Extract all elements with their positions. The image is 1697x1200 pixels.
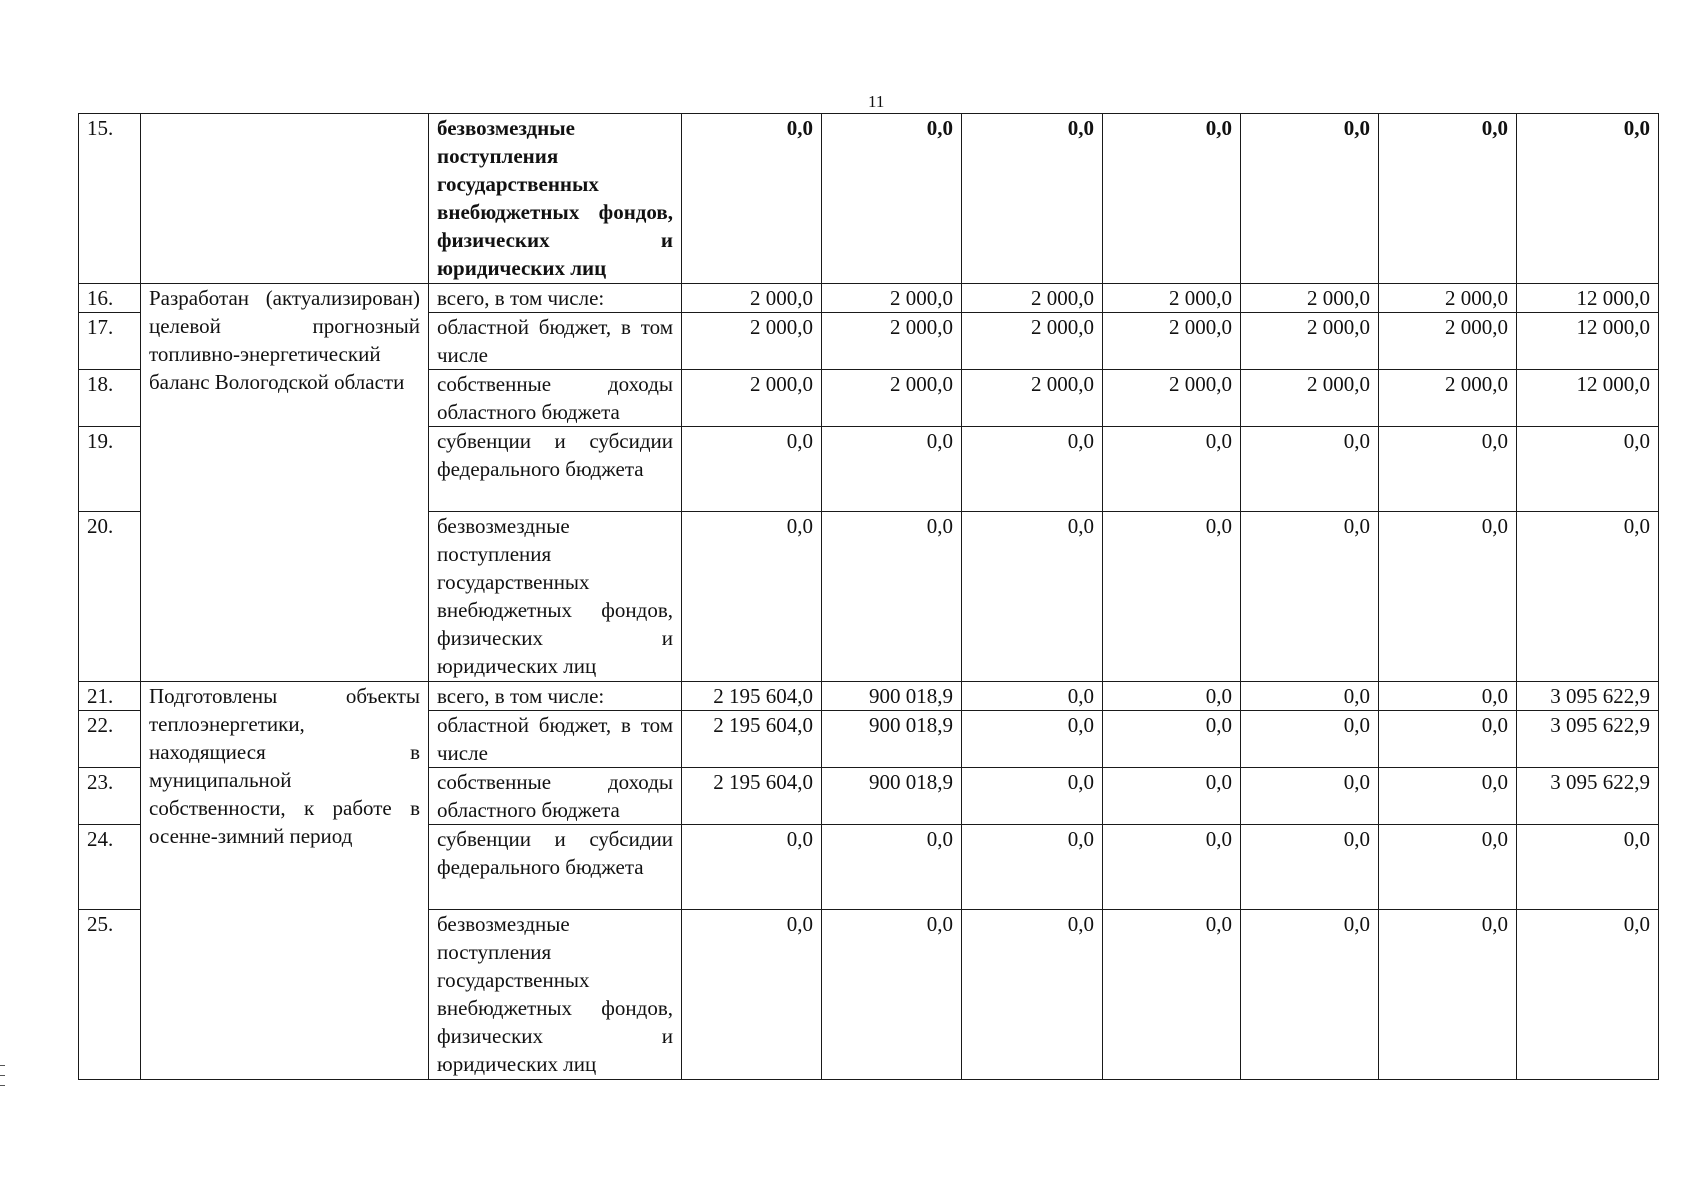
scan-mark: [0, 1065, 5, 1066]
value-col-6: 0,0: [1379, 512, 1517, 682]
value-col-4: 0,0: [1103, 427, 1241, 512]
value-total: 0,0: [1517, 427, 1659, 512]
value-col-3: 0,0: [962, 825, 1103, 910]
value-total: 0,0: [1517, 512, 1659, 682]
value-col-2: 900 018,9: [822, 768, 962, 825]
value-col-3: 0,0: [962, 910, 1103, 1080]
value-col-2: 0,0: [822, 512, 962, 682]
funding-source: безвозмездные поступления государственных внебюджетных фондов, физических и юридических лиц: [429, 512, 682, 682]
value-total: 12 000,0: [1517, 370, 1659, 427]
row-number: 18.: [79, 370, 141, 427]
table-row: [79, 682, 1659, 711]
row-number: 17.: [79, 313, 141, 370]
value-col-2: 0,0: [822, 825, 962, 910]
value-col-2: 900 018,9: [822, 711, 962, 768]
value-col-1: 0,0: [682, 910, 822, 1080]
value-col-1: 0,0: [682, 114, 822, 284]
value-total: 12 000,0: [1517, 313, 1659, 370]
value-col-2: 2 000,0: [822, 370, 962, 427]
value-col-6: 0,0: [1379, 825, 1517, 910]
value-total: 3 095 622,9: [1517, 768, 1659, 825]
row-number: 16.: [79, 284, 141, 313]
row-number: 25.: [79, 910, 141, 1080]
value-col-5: 0,0: [1241, 682, 1379, 711]
value-total: 12 000,0: [1517, 284, 1659, 313]
value-col-4: 0,0: [1103, 825, 1241, 910]
value-col-5: 0,0: [1241, 910, 1379, 1080]
value-col-3: 0,0: [962, 768, 1103, 825]
table-row: [79, 284, 1659, 313]
value-col-3: 0,0: [962, 427, 1103, 512]
value-col-5: 2 000,0: [1241, 370, 1379, 427]
value-col-6: 0,0: [1379, 768, 1517, 825]
row-number: 23.: [79, 768, 141, 825]
value-col-3: 2 000,0: [962, 284, 1103, 313]
funding-source: субвенции и субсидии федерального бюджета: [429, 427, 682, 512]
value-total: 0,0: [1517, 910, 1659, 1080]
funding-source: всего, в том числе:: [429, 682, 682, 711]
value-col-5: 2 000,0: [1241, 313, 1379, 370]
funding-source: безвозмездные поступления государственных внебюджетных фондов, физических и юридических лиц: [429, 114, 682, 284]
table-row: [79, 114, 1659, 284]
measure-description: Подготовлены объекты теплоэнергетики, находящиеся в муниципальной собственности, к работе в осенне-зимний период: [141, 682, 429, 1080]
value-col-2: 0,0: [822, 427, 962, 512]
funding-source: всего, в том числе:: [429, 284, 682, 313]
value-col-4: 0,0: [1103, 114, 1241, 284]
row-number: 24.: [79, 825, 141, 910]
scan-edge-marks: [0, 1065, 6, 1095]
value-col-5: 0,0: [1241, 768, 1379, 825]
value-col-3: 2 000,0: [962, 313, 1103, 370]
value-col-1: 2 195 604,0: [682, 682, 822, 711]
value-col-5: 0,0: [1241, 711, 1379, 768]
value-col-4: 0,0: [1103, 910, 1241, 1080]
value-col-1: 0,0: [682, 825, 822, 910]
value-col-1: 2 000,0: [682, 313, 822, 370]
value-col-3: 0,0: [962, 512, 1103, 682]
value-col-6: 0,0: [1379, 114, 1517, 284]
value-col-4: 2 000,0: [1103, 284, 1241, 313]
funding-source: субвенции и субсидии федерального бюджета: [429, 825, 682, 910]
value-col-6: 2 000,0: [1379, 370, 1517, 427]
value-col-6: 2 000,0: [1379, 313, 1517, 370]
value-col-5: 0,0: [1241, 512, 1379, 682]
value-col-2: 2 000,0: [822, 313, 962, 370]
value-col-5: 0,0: [1241, 427, 1379, 512]
value-col-6: 0,0: [1379, 427, 1517, 512]
value-col-4: 0,0: [1103, 512, 1241, 682]
page-number: 11: [868, 92, 885, 111]
value-total: 3 095 622,9: [1517, 711, 1659, 768]
funding-source: собственные доходы областного бюджета: [429, 768, 682, 825]
value-col-3: 0,0: [962, 682, 1103, 711]
value-col-1: 2 000,0: [682, 284, 822, 313]
row-number: 15.: [79, 114, 141, 284]
row-number: 21.: [79, 682, 141, 711]
value-col-3: 0,0: [962, 711, 1103, 768]
row-number: 19.: [79, 427, 141, 512]
measure-description: Разработан (актуализирован) целевой прогнозный топливно-энергетический баланс Вологодской области: [141, 284, 429, 682]
funding-source: безвозмездные поступления государственных внебюджетных фондов, физических и юридических лиц: [429, 910, 682, 1080]
value-col-1: 0,0: [682, 512, 822, 682]
value-col-5: 2 000,0: [1241, 284, 1379, 313]
table-body: [79, 114, 1659, 1080]
value-col-3: 2 000,0: [962, 370, 1103, 427]
value-col-2: 0,0: [822, 910, 962, 1080]
value-col-2: 900 018,9: [822, 682, 962, 711]
value-col-6: 0,0: [1379, 711, 1517, 768]
value-col-4: 0,0: [1103, 711, 1241, 768]
value-col-1: 2 000,0: [682, 370, 822, 427]
value-col-5: 0,0: [1241, 114, 1379, 284]
row-number: 20.: [79, 512, 141, 682]
value-total: 0,0: [1517, 114, 1659, 284]
value-col-4: 2 000,0: [1103, 370, 1241, 427]
value-total: 3 095 622,9: [1517, 682, 1659, 711]
scan-mark: [0, 1075, 5, 1076]
value-col-3: 0,0: [962, 114, 1103, 284]
value-col-2: 0,0: [822, 114, 962, 284]
funding-source: областной бюджет, в том числе: [429, 313, 682, 370]
value-col-4: 2 000,0: [1103, 313, 1241, 370]
row-number: 22.: [79, 711, 141, 768]
budget-table: [78, 113, 1659, 1080]
value-col-6: 2 000,0: [1379, 284, 1517, 313]
value-col-6: 0,0: [1379, 910, 1517, 1080]
funding-source: собственные доходы областного бюджета: [429, 370, 682, 427]
value-col-5: 0,0: [1241, 825, 1379, 910]
scan-mark: [0, 1085, 5, 1086]
value-col-1: 0,0: [682, 427, 822, 512]
value-col-1: 2 195 604,0: [682, 711, 822, 768]
value-col-2: 2 000,0: [822, 284, 962, 313]
value-col-1: 2 195 604,0: [682, 768, 822, 825]
description-cell-empty: [141, 114, 429, 284]
value-col-4: 0,0: [1103, 768, 1241, 825]
value-total: 0,0: [1517, 825, 1659, 910]
value-col-6: 0,0: [1379, 682, 1517, 711]
funding-source: областной бюджет, в том числе: [429, 711, 682, 768]
value-col-4: 0,0: [1103, 682, 1241, 711]
